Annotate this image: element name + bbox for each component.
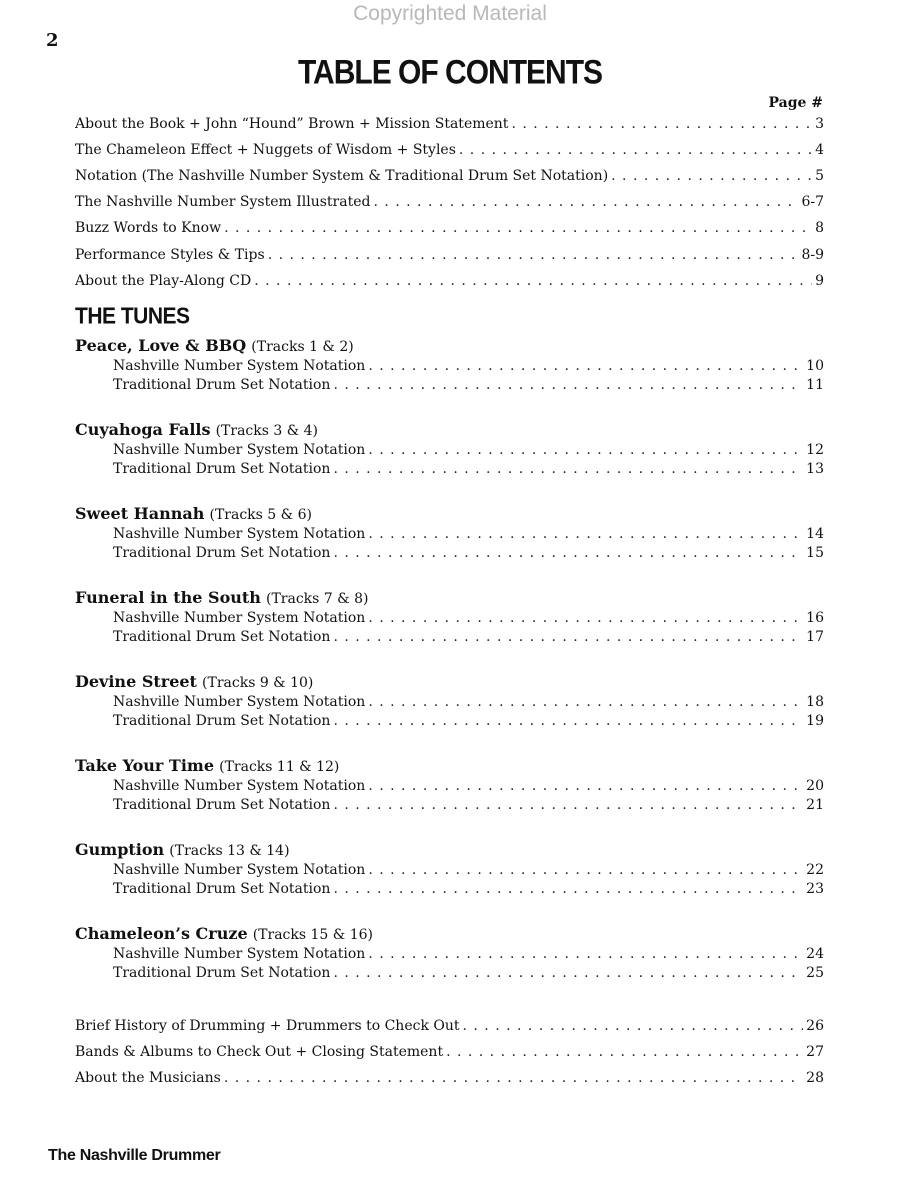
tune-title[interactable] (75, 756, 339, 777)
dot-leader (333, 459, 803, 479)
toc-entry[interactable] (75, 1042, 824, 1062)
toc-entry-page: 6-7 (801, 194, 824, 210)
toc-subentry[interactable] (113, 692, 824, 712)
toc-entry-page: 26 (806, 1018, 824, 1034)
toc-entry[interactable] (75, 218, 824, 238)
tune-title[interactable] (75, 588, 368, 609)
toc-entry-label: Bands & Albums to Check Out + Closing Statement (75, 1044, 444, 1060)
dot-leader (333, 627, 803, 647)
toc-entry-label: Nashville Number System Notation (113, 946, 366, 962)
dot-leader (368, 524, 803, 544)
toc-entry-label: Performance Styles & Tips (75, 247, 265, 263)
toc-entry-page: 28 (806, 1070, 824, 1086)
toc-entry-label: Traditional Drum Set Notation (113, 881, 331, 897)
toc-entry-label: Traditional Drum Set Notation (113, 461, 331, 477)
tune-tracks: (Tracks 13 & 14) (169, 843, 290, 859)
toc-entry-label: The Nashville Number System Illustrated (75, 194, 371, 210)
toc-subentry[interactable] (113, 879, 824, 899)
dot-leader (333, 375, 803, 395)
tune-name: Sweet Hannah (75, 504, 205, 523)
tune-tracks: (Tracks 1 & 2) (251, 339, 354, 355)
tune-tracks: (Tracks 9 & 10) (202, 675, 314, 691)
toc-entry-page: 8 (815, 220, 824, 236)
tune-title[interactable] (75, 336, 354, 357)
tune-name: Gumption (75, 840, 165, 859)
toc-entry-label: About the Play-Along CD (75, 273, 252, 289)
tune-tracks: (Tracks 7 & 8) (266, 591, 369, 607)
toc-entry-page: 17 (806, 629, 824, 645)
dot-leader (511, 114, 812, 134)
tune-name: Chameleon’s Cruze (75, 924, 248, 943)
toc-entry-label: Nashville Number System Notation (113, 526, 366, 542)
toc-entry-label: Traditional Drum Set Notation (113, 629, 331, 645)
dot-leader (459, 140, 812, 160)
toc-entry-page: 16 (806, 610, 824, 626)
toc-entry-page: 22 (806, 862, 824, 878)
toc-subentry[interactable] (113, 608, 824, 628)
toc-subentry[interactable] (113, 459, 824, 479)
toc-entry-page: 9 (815, 273, 824, 289)
toc-subentry[interactable] (113, 963, 824, 983)
dot-leader (368, 944, 803, 964)
tune-name: Funeral in the South (75, 588, 261, 607)
tune-title[interactable] (75, 672, 313, 693)
page-title: TABLE OF CONTENTS (297, 53, 603, 92)
tune-title[interactable] (75, 504, 312, 525)
toc-entry-page: 27 (806, 1044, 824, 1060)
toc-entry-label: Buzz Words to Know (75, 220, 222, 236)
toc-entry[interactable] (75, 1068, 824, 1088)
tune-tracks: (Tracks 15 & 16) (252, 927, 373, 943)
toc-entry-page: 3 (815, 116, 824, 132)
toc-entry-page: 21 (806, 797, 824, 813)
tune-title[interactable] (75, 840, 290, 861)
toc-entry[interactable] (75, 114, 824, 134)
toc-entry-label: Traditional Drum Set Notation (113, 545, 331, 561)
toc-entry-page: 25 (806, 965, 824, 981)
toc-subentry[interactable] (113, 524, 824, 544)
toc-entry-page: 18 (806, 694, 824, 710)
page-number: 2 (46, 30, 59, 51)
toc-entry-label: The Chameleon Effect + Nuggets of Wisdom + Styles (75, 142, 456, 158)
toc-subentry[interactable] (113, 375, 824, 395)
dot-leader (368, 776, 803, 796)
toc-entry-label: Brief History of Drumming + Drummers to Check Out (75, 1018, 460, 1034)
toc-subentry[interactable] (113, 795, 824, 815)
toc-entry-page: 15 (806, 545, 824, 561)
toc-entry-label: Traditional Drum Set Notation (113, 377, 331, 393)
dot-leader (611, 166, 812, 186)
tune-name: Peace, Love & BBQ (75, 336, 247, 355)
toc-subentry[interactable] (113, 440, 824, 460)
toc-entry[interactable] (75, 140, 824, 160)
tune-tracks: (Tracks 3 & 4) (215, 423, 319, 439)
tune-name: Cuyahoga Falls (75, 420, 211, 439)
dot-leader (333, 879, 803, 899)
toc-entry[interactable] (75, 166, 824, 186)
dot-leader (368, 608, 803, 628)
toc-entry-page: 19 (806, 713, 824, 729)
toc-entry-label: About the Musicians (75, 1070, 221, 1086)
toc-entry-page: 14 (806, 526, 824, 542)
toc-entry-label: About the Book + John “Hound” Brown + Mission Statement (75, 116, 509, 132)
toc-entry-page: 8-9 (801, 247, 824, 263)
dot-leader (368, 440, 803, 460)
tune-title[interactable] (75, 420, 318, 441)
tune-name: Devine Street (75, 672, 197, 691)
book-title-footer: The Nashville Drummer (48, 1147, 221, 1164)
toc-entry-label: Nashville Number System Notation (113, 610, 366, 626)
tune-title[interactable] (75, 924, 373, 945)
dot-leader (333, 795, 803, 815)
toc-entry-page: 4 (815, 142, 824, 158)
toc-entry-label: Traditional Drum Set Notation (113, 965, 331, 981)
dot-leader (333, 711, 803, 731)
dot-leader (224, 1068, 803, 1088)
toc-entry-page: 20 (806, 778, 824, 794)
dot-leader (368, 356, 803, 376)
watermark: Copyrighted Material (353, 2, 547, 25)
toc-entry-page: 24 (806, 946, 824, 962)
toc-entry[interactable] (75, 245, 824, 265)
tune-tracks: (Tracks 11 & 12) (219, 759, 340, 775)
toc-entry[interactable] (75, 192, 824, 212)
tune-tracks: (Tracks 5 & 6) (209, 507, 312, 523)
toc-entry-page: 13 (806, 461, 824, 477)
page-column-header: Page # (768, 95, 823, 111)
toc-entry[interactable] (75, 1016, 824, 1036)
dot-leader (373, 192, 798, 212)
dot-leader (333, 963, 803, 983)
toc-entry-page: 11 (806, 377, 824, 393)
toc-subentry[interactable] (113, 711, 824, 731)
dot-leader (224, 218, 812, 238)
dot-leader (463, 1016, 804, 1036)
toc-entry-label: Traditional Drum Set Notation (113, 797, 331, 813)
toc-entry-page: 5 (815, 168, 824, 184)
tunes-heading: THE TUNES (75, 303, 190, 330)
dot-leader (446, 1042, 803, 1062)
toc-entry-label: Nashville Number System Notation (113, 778, 366, 794)
toc-entry-label: Nashville Number System Notation (113, 442, 366, 458)
dot-leader (368, 860, 803, 880)
toc-subentry[interactable] (113, 356, 824, 376)
dot-leader (368, 692, 803, 712)
toc-subentry[interactable] (113, 776, 824, 796)
dot-leader (333, 543, 803, 563)
toc-entry-page: 10 (806, 358, 824, 374)
dot-leader (254, 271, 812, 291)
toc-subentry[interactable] (113, 627, 824, 647)
toc-subentry[interactable] (113, 860, 824, 880)
toc-subentry[interactable] (113, 543, 824, 563)
toc-subentry[interactable] (113, 944, 824, 964)
toc-entry-page: 12 (806, 442, 824, 458)
dot-leader (268, 245, 799, 265)
toc-entry-label: Traditional Drum Set Notation (113, 713, 331, 729)
toc-entry-label: Nashville Number System Notation (113, 862, 366, 878)
toc-entry-label: Nashville Number System Notation (113, 358, 366, 374)
toc-entry[interactable] (75, 271, 824, 291)
toc-entry-label: Nashville Number System Notation (113, 694, 366, 710)
toc-entry-label: Notation (The Nashville Number System & Traditional Drum Set Notation) (75, 168, 609, 184)
tune-name: Take Your Time (75, 756, 215, 775)
toc-entry-page: 23 (806, 881, 824, 897)
